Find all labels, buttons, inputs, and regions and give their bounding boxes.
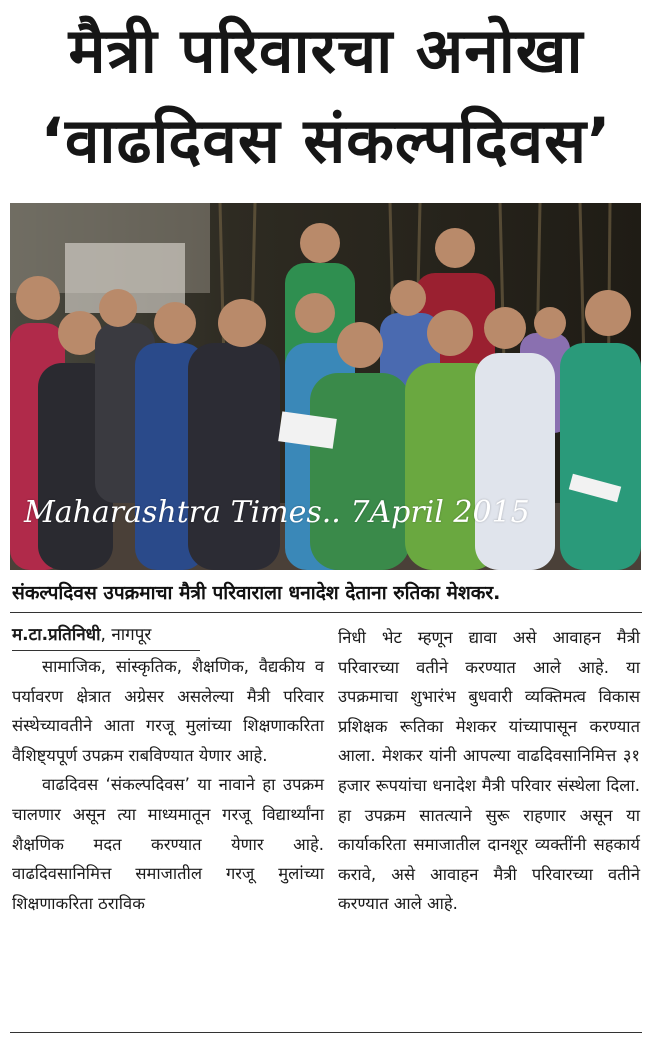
byline-separator: , [100,625,112,645]
article-column-2 [338,623,640,919]
article-paragraph: निधी भेट म्हणून द्यावा असे आवाहन मैत्री परिवारच्या वतीने करण्यात आले आहे. या उपक्रमाचा शुभारंभ बुधवारी व्यक्तिमत्व विकास प्रशिक्षक रूतिका मेशकर यांच्यापासून करण्यात आला. मेशकर यांनी आपल्या वाढदिवसानिमित्त ३१ हजार रूपयांचा धनादेश मैत्री परिवार संस्थेला दिला. हा उपक्रम सातत्याने सुरू राहणार असून या कार्याकरिता समाजातील दानशूर व्यक्तींनी सहकार्य करावे, असे आवाहन मैत्री परिवारच्या वतीने करण्यात आले आहे. [338,628,640,914]
byline-city: नागपूर [111,625,152,645]
headline-line-2: ‘वाढदिवस संकल्पदिवस’ [40,104,612,177]
photo-watermark: Maharashtra Times.. 7April 2015 [24,495,530,530]
article-paragraph: वाढदिवस ‘संकल्पदिवस’ या नावाने हा उपक्रम चालणार असून त्या माध्यमातून गरजू विद्यार्थ्यांना शैक्षणिक मदत करण्यात येणार आहे. वाढदिवसानिमित्त समाजातील गरजू मुलांच्या शिक्षणाकरिता ठराविक [12,775,324,913]
caption-divider [10,612,642,613]
article-paragraph: सामाजिक, सांस्कृतिक, शैक्षणिक, वैद्यकीय व पर्यावरण क्षेत्रात अग्रेसर असलेल्या मैत्री परिवार संस्थेच्यावतीने आता गरजू मुलांच्या शिक्षणाकरिता वैशिष्ट्यपूर्ण उपक्रम राबविण्यात येणार आहे. [12,657,324,765]
byline-reporter: म.टा.प्रतिनिधी [12,625,101,645]
headline-line-1: मैत्री परिवारचा अनोखा [68,14,584,87]
byline-underline [12,650,200,651]
news-photo [10,203,641,570]
article-column-1 [12,652,324,918]
bottom-divider [10,1032,642,1033]
photo-caption: संकल्पदिवस उपक्रमाचा मैत्री परिवाराला धनादेश देताना रुतिका मेशकर. [12,582,501,604]
byline [12,621,151,649]
